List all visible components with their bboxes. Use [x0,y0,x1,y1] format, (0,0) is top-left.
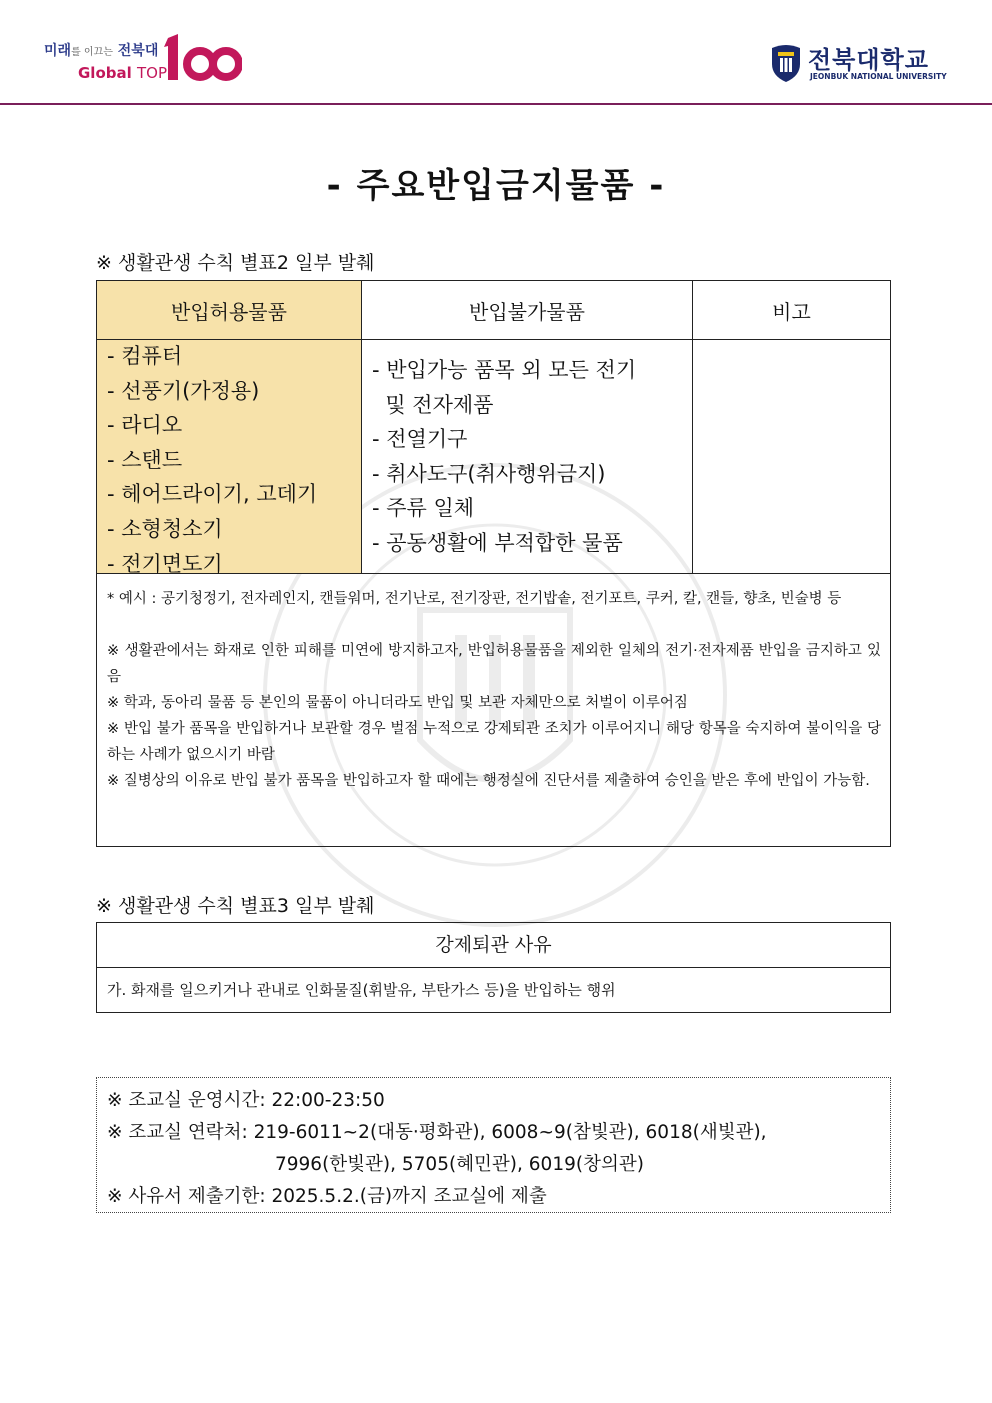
header-prohibited-label: 반입불가물품 [469,300,585,324]
office-contact-2: 7996(한빛관), 5705(혜민관), 6019(창의관) [275,1154,644,1175]
university-english-name: JEONBUK NATIONAL UNIVERSITY [810,72,947,81]
section1-caption: ※ 생활관생 수칙 별표2 일부 발췌 [96,252,375,274]
logo-line2-b: TOP [137,64,168,82]
list-item: - 전기면도기 [107,551,223,576]
office-contact-1: ※ 조교실 연락처: 219-6011~2(대동·평화관), 6008~9(참빛관), 6018(새빛관), [107,1122,767,1143]
university-logo [770,40,950,88]
list-item: - 헤어드라이기, 고데기 [107,482,318,507]
header-allowed-label: 반입허용물품 [171,300,287,324]
submission-deadline: ※ 사유서 제출기한: 2025.5.2.(금)까지 조교실에 제출 [107,1186,547,1207]
note-expulsion: ※ 반입 불가 품목을 반입하거나 보관할 경우 벌점 누적으로 강제퇴관 조치가 이루어지니 해당 항목을 숙지하여 불이익을 당하는 사례가 없으시기 바람 [107,721,881,763]
list-item: - 컴퓨터 [107,344,183,368]
logo-line1-small: 를 이끄는 [71,47,113,58]
prohibited-items-table [96,280,891,847]
list-item: - 취사도구(취사행위금지) [372,461,606,486]
global-top-100-logo [44,36,244,86]
note-medical: ※ 질병상의 이유로 반입 불가 품목을 반입하고자 할 때에는 행정실에 진단서를 제출하여 승인을 받은 후에 반입이 가능함. [107,773,870,789]
list-item: - 소형청소기 [107,516,223,541]
logo-line2-a: Global [78,64,132,82]
logo-line1-prefix: 미래 [44,43,72,59]
list-item: - 스탠드 [107,447,183,472]
university-name: 전북대학교 [808,46,929,74]
expulsion-table-row: 가. 화재를 일으키거나 관내로 인화물질(휘발유, 부탄가스 등)을 반입하는 행위 [107,981,616,999]
section2-caption: ※ 생활관생 수칙 별표3 일부 발췌 [96,895,375,917]
hundred-logo-icon [162,34,242,82]
logo-line1-suffix: 전북대 [117,43,159,59]
expulsion-table-header: 강제퇴관 사유 [97,923,890,968]
list-item: - 전열기구 [372,427,468,452]
prohibited-items-cell [362,340,693,574]
list-item: - 반입가능 품목 외 모든 전기 [372,358,637,382]
prohibited-items-list [372,354,636,562]
list-item: - 라디오 [107,413,183,438]
list-item: - 선풍기(가정용) [107,378,260,403]
list-item: 및 전자제품 [372,392,494,417]
header-remarks-label: 비고 [772,300,811,324]
note-examples: * 예시 : 공기청정기, 전자레인지, 캔들워머, 전기난로, 전기장판, 전기밥솥, 전기포트, 쿠커, 칼, 캔들, 향초, 빈술병 등 [107,591,842,607]
expulsion-table [96,922,891,1013]
header-remarks [693,281,890,340]
header-prohibited [362,281,693,340]
list-item: - 공동생활에 부적합한 물품 [372,530,623,555]
allowed-items-list [107,341,317,583]
page-title: - 주요반입금지물품 - [326,166,666,206]
office-info-box [96,1077,891,1213]
notes-cell [97,574,890,846]
office-hours: ※ 조교실 운영시간: 22:00-23:50 [107,1090,385,1111]
page-header [0,0,992,106]
header-allowed [97,281,362,340]
university-emblem-icon [770,42,802,82]
list-item: - 주류 일체 [372,496,475,521]
remarks-cell [693,340,890,574]
note-policy: ※ 생활관에서는 화재로 인한 피해를 미연에 방지하고자, 반입허용물품을 제외한 일체의 전기·전자제품 반입을 금지하고 있음 [107,643,881,685]
allowed-items-cell [97,340,362,574]
note-penalty: ※ 학과, 동아리 물품 등 본인의 물품이 아니더라도 반입 및 보관 자체만으로 처벌이 이루어짐 [107,695,688,711]
header-divider [0,103,992,105]
